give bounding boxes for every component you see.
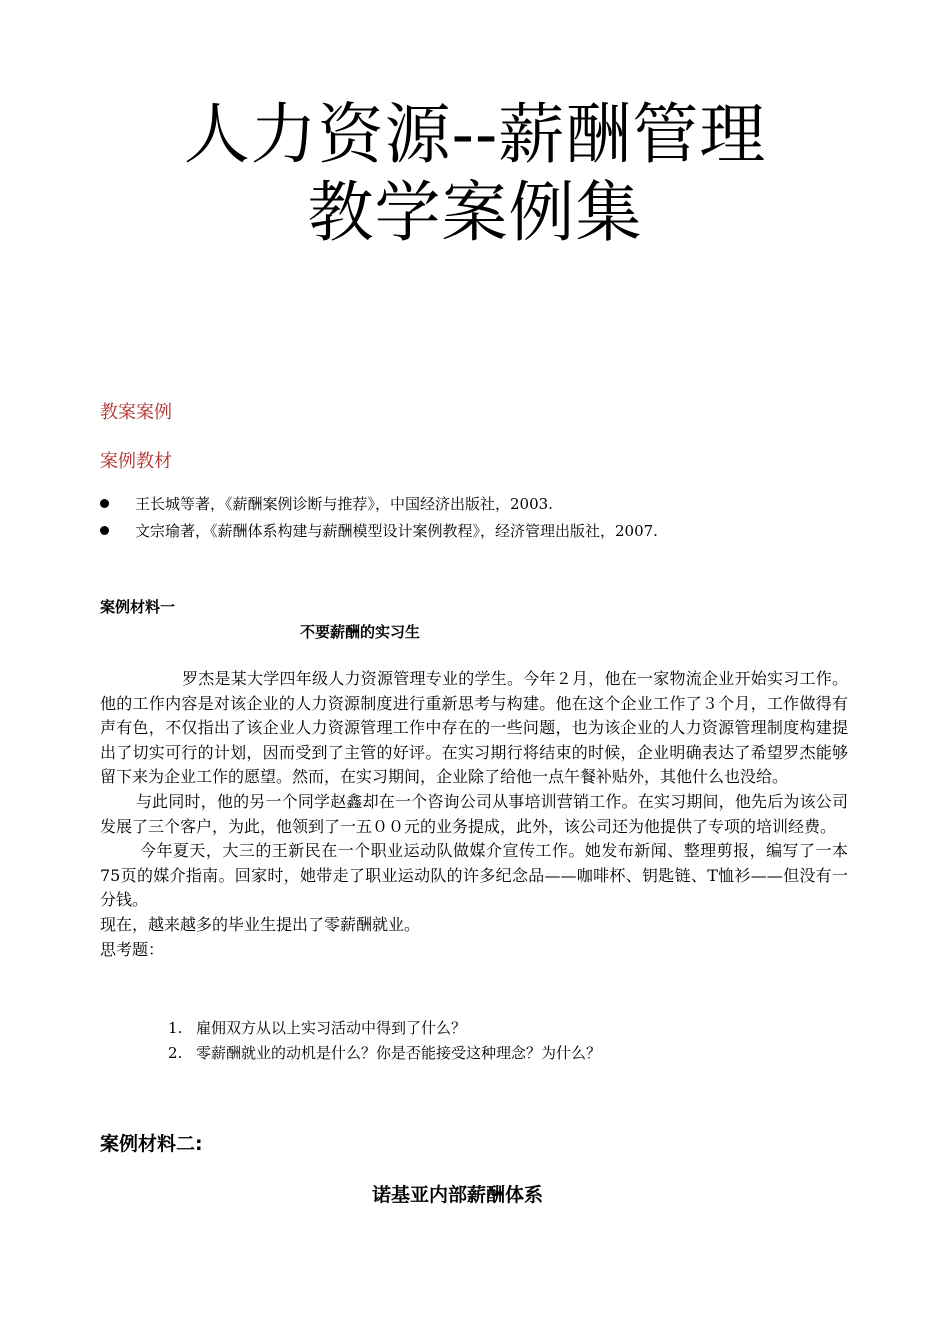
question-item bbox=[168, 1041, 601, 1065]
question-number: 2. bbox=[168, 1044, 183, 1062]
case2-title: 诺基亚内部薪酬体系 bbox=[372, 1184, 544, 1206]
bullet-dot-icon bbox=[100, 526, 109, 535]
document-title-line2: 教学案例集 bbox=[307, 174, 643, 251]
case1-label: 案例材料一 bbox=[100, 598, 176, 616]
case1-paragraph: 与此同时，他的另一个同学赵鑫却在一个咨询公司从事培训营销工作。在实习期间，他先后为该公司发展了三个客户，为此，他领到了一五００元的业务提成，此外，该公司还为他提供了专项的培训经费。 bbox=[100, 791, 848, 836]
case1-paragraph: 今年夏天，大三的王新民在一个职业运动队做媒介宣传工作。她发布新闻、整理剪报，编写了一本75页的媒介指南。回家时，她带走了职业运动队的许多纪念品——咖啡杯、钥匙链、T恤衫——但没有一分钱。 bbox=[100, 841, 848, 910]
question-item bbox=[168, 1016, 466, 1040]
bullet-dot-icon bbox=[100, 499, 109, 508]
question-number: 1. bbox=[168, 1019, 183, 1037]
case1-title: 不要薪酬的实习生 bbox=[300, 623, 421, 641]
reference-item bbox=[100, 493, 553, 515]
case1-paragraph: 罗杰是某大学四年级人力资源管理专业的学生。今年２月，他在一家物流企业开始实习工作。他的工作内容是对该企业的人力资源制度进行重新思考与构建。他在这个企业工作了３个月，工作做得有声有色，不仅指出了该企业人力资源管理工作中存在的一些问题，也为该企业的人力资源管理制度构建提出了切实可行的计划，因而受到了主管的好评。在实习期行将结束的时候，企业明确表达了希望罗杰能够留下来为企业工作的愿望。然而，在实习期间，企业除了给他一点午餐补贴外，其他什么也没给。 bbox=[100, 669, 848, 787]
question-text: 零薪酬就业的动机是什么？你是否能接受这种理念？为什么？ bbox=[196, 1044, 602, 1062]
reference-text: 王长城等著，《薪酬案例诊断与推荐》，中国经济出版社，2003. bbox=[135, 495, 553, 513]
section-teaching-cases: 教案案例 bbox=[100, 402, 172, 423]
reference-text: 文宗瑜著，《薪酬体系构建与薪酬模型设计案例教程》，经济管理出版社，2007. bbox=[135, 522, 658, 540]
reference-item bbox=[100, 520, 658, 542]
question-text: 雇佣双方从以上实习活动中得到了什么？ bbox=[196, 1019, 467, 1037]
case2-label: 案例材料二: bbox=[100, 1133, 203, 1155]
questions-heading: 思考题： bbox=[100, 939, 165, 959]
section-case-materials: 案例教材 bbox=[100, 451, 172, 472]
document-title-line1: 人力资源--薪酬管理 bbox=[183, 96, 767, 173]
case1-paragraph: 现在，越来越多的毕业生提出了零薪酬就业。 bbox=[100, 914, 421, 934]
case1-body bbox=[100, 667, 848, 962]
